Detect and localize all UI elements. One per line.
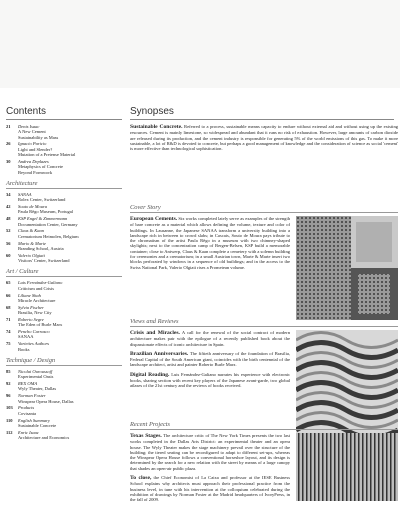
toc-title: Visitors' Center, Switzerland bbox=[18, 258, 70, 264]
toc-author: Andrea Deplazes bbox=[18, 158, 49, 164]
toc-entry[interactable] bbox=[6, 393, 122, 404]
toc-entry[interactable] bbox=[6, 141, 122, 157]
synopsis-intro bbox=[130, 124, 398, 151]
toc-page-number: 56 bbox=[6, 240, 11, 246]
toc-author: Claus & Kaan bbox=[18, 228, 45, 234]
toc-entry[interactable] bbox=[6, 341, 122, 352]
synopsis-section-title: Views and Reviews bbox=[130, 318, 398, 327]
toc-section-title: Architecture bbox=[6, 180, 122, 189]
toc-entry[interactable] bbox=[6, 204, 122, 215]
toc-title: Sustainable Concrete bbox=[18, 422, 57, 428]
synopsis-section-title: Recent Projects bbox=[130, 421, 398, 430]
contents-section-technique-design bbox=[6, 357, 122, 441]
synopsis-text: The fiftieth anniversary of the foundation of Brasilia, Federal Capital of the South American giant, coincides with the birth centennial of the landscape architect, artist and painter Roberto Burle Marx. bbox=[130, 350, 290, 368]
toc-author: Pencho Carrasco bbox=[18, 329, 50, 335]
synopsis-text: The architecture critic of The New York Times presents the two last works completed in the Dallas Arts District: an experimental theater and an opera house. The Wyly Theater makes the stage machinery prevail over the structure of the building; the tiered seating can be reconfigured to adapt to different set-ups, whereas the Winspear Opera House follows a conventional horseshoe layout, and its design is determined by the search for a new relation with the street by means of a large canopy that shades an open-air public plaza. bbox=[130, 433, 290, 471]
toc-page-number: 26 bbox=[6, 141, 11, 147]
toc-title: Light and Slender? Mutation of a Pretense Material bbox=[18, 146, 76, 158]
synopsis-text: the Chief Economist of La Caixa and professor at the IESE Business School explains why architects must approach their professional practice from the business level, in tune with his intervention at the colloquium celebrated during the exhibition of drawings by Norman Foster at the Madrid headquarters of IvoryPress, in the fall of 2009. bbox=[130, 475, 290, 503]
synopsis-lead: Digital Reading. bbox=[130, 371, 170, 378]
top-blank-band bbox=[0, 0, 400, 88]
toc-page-number: 21 bbox=[6, 124, 11, 129]
toc-title: Rolex Center, Switzerland bbox=[18, 197, 66, 203]
contents-section-architecture bbox=[6, 180, 122, 264]
synopsis-text: A call for the renewal of the social contract of modern architecture makes pair with the epilogue of a recently published book about the dispassionate effects of iconic architecture in Spain. bbox=[130, 330, 290, 347]
synopsis-paragraph bbox=[130, 475, 290, 502]
toc-section-title: Art / Culture bbox=[6, 268, 122, 277]
toc-author: Ignacio Paricio bbox=[18, 141, 47, 147]
synopsis-lead: Texas Stages. bbox=[130, 433, 162, 439]
toc-title: Crematorium Heimolen, Belgium bbox=[18, 233, 79, 239]
toc-author: Norman Foster bbox=[18, 393, 46, 399]
toc-title: Wyly Theater, Dallas bbox=[18, 386, 57, 392]
toc-page-number: 48 bbox=[6, 216, 11, 222]
synopsis-paragraph bbox=[130, 124, 398, 151]
toc-page-number: 96 bbox=[6, 393, 11, 399]
toc-entry[interactable] bbox=[6, 418, 122, 429]
toc-entry[interactable] bbox=[6, 124, 122, 140]
contents-rule bbox=[6, 119, 122, 120]
toc-title: Architecture and Economics bbox=[18, 435, 70, 441]
toc-page-number: 66 bbox=[6, 292, 11, 298]
synopsis-lead: European Cements. bbox=[130, 216, 178, 222]
synopsis-paragraph bbox=[130, 330, 290, 347]
synopses-heading: Synopses bbox=[130, 106, 174, 117]
toc-title: Winspear Opera House, Dallas bbox=[18, 398, 74, 404]
toc-author: Mario & Marie bbox=[18, 240, 46, 246]
synopsis-text: Luis Fernández-Galiano narrates his experience with electronic books, sharing section with recent key players of the Japanese avant-garde, two global atlases of the 21st century and the reviews of books received. bbox=[130, 371, 291, 389]
toc-entry[interactable] bbox=[6, 293, 122, 304]
toc-page-number: 60 bbox=[6, 252, 11, 258]
toc-author: Products bbox=[18, 405, 35, 411]
synopsis-lead: Sustainable Concrete. bbox=[130, 124, 183, 130]
toc-author: Souto de Moura bbox=[18, 204, 47, 210]
recent-projects-photo bbox=[296, 433, 398, 501]
toc-entry[interactable] bbox=[6, 329, 122, 340]
synopsis-paragraph bbox=[130, 372, 290, 389]
toc-page-number: 110 bbox=[6, 417, 13, 423]
toc-page-number: 30 bbox=[6, 158, 11, 164]
toc-entry[interactable] bbox=[6, 405, 122, 416]
toc-entry[interactable] bbox=[6, 369, 122, 380]
toc-title: Metaphysics of Concrete Beyond Formwork bbox=[18, 164, 63, 175]
contents-section-art-culture bbox=[6, 268, 122, 352]
synopsis-recent-projects bbox=[130, 421, 398, 507]
synopsis-paragraph bbox=[130, 351, 290, 368]
toc-entry[interactable] bbox=[6, 280, 122, 291]
toc-author: Líliane Shah bbox=[18, 292, 41, 298]
toc-title: Covisanta bbox=[18, 410, 36, 416]
toc-entry[interactable] bbox=[6, 216, 122, 227]
toc-page-number: 68 bbox=[6, 304, 11, 310]
synopsis-views-reviews bbox=[130, 318, 398, 434]
contents-list bbox=[6, 124, 122, 442]
toc-section-title: Technique / Design bbox=[6, 357, 122, 366]
toc-page-number: 34 bbox=[6, 191, 11, 197]
toc-entry[interactable] bbox=[6, 228, 122, 239]
toc-entry[interactable] bbox=[6, 253, 122, 264]
toc-page-number: 42 bbox=[6, 204, 11, 210]
contents-heading: Contents bbox=[6, 106, 47, 117]
synopsis-lead: To close, bbox=[130, 475, 152, 482]
synopsis-lead: Brazilian Anniversaries. bbox=[130, 350, 189, 357]
synopsis-paragraph bbox=[130, 433, 290, 471]
toc-title: Miracle Architecture bbox=[18, 297, 56, 303]
toc-title: Books bbox=[18, 346, 30, 352]
toc-page-number: 52 bbox=[6, 228, 11, 234]
toc-author: Denis Isaac bbox=[18, 124, 40, 129]
toc-entry[interactable] bbox=[6, 305, 122, 316]
toc-page-number: 75 bbox=[6, 341, 11, 347]
toc-author: Enric Isaac bbox=[18, 429, 39, 435]
toc-author: Nicolai Ouroussoff bbox=[18, 368, 53, 374]
toc-author: Varieties Authors bbox=[18, 341, 50, 347]
views-reviews-photo bbox=[296, 330, 398, 434]
toc-author: REX OMA bbox=[18, 381, 38, 387]
toc-page-number: 71 bbox=[6, 316, 11, 322]
toc-author: Valerio Olgiati bbox=[18, 252, 45, 258]
synopsis-lead: Crisis and Miracles. bbox=[130, 330, 180, 336]
toc-title: Branding School, Austria bbox=[18, 245, 64, 251]
toc-page-number: 92 bbox=[6, 381, 11, 387]
cover-story-photo bbox=[296, 216, 398, 320]
synopsis-section-title: Cover Story bbox=[130, 204, 398, 213]
toc-page-number: 85 bbox=[6, 368, 11, 374]
contents-section-intro bbox=[6, 124, 122, 175]
toc-entry[interactable] bbox=[6, 317, 122, 328]
toc-page-number: 74 bbox=[6, 329, 11, 335]
synopsis-paragraph bbox=[130, 216, 290, 320]
toc-author: KSP Engel & Zimmermann bbox=[18, 216, 68, 222]
toc-title: Experimental Oasis bbox=[18, 374, 54, 380]
synopsis-text: Six works completed lately serve as examples of the strength of bare concrete as a material which allows defining the volume, texture and color of buildings. In Lausanne, the Japanese SANAA transform a university building into a landscape rich in between to crowd slabs; in Cascais, Souto de Moura pays tribute to the chromatism of the artist Paula Rêgo in a museum with two chimney-shaped skylights; next to the concentration camp of Bergen-Belsen, KSP build a memorable container; close to Antwerp, Claus & Kaan complete a cemetery with a solemn building for ceremonies and a crematorium; in a small Austrian town, Marte & Marte insert two blocks perforated by windows in a sequence of old buildings; and in the access to the Swiss National Park, Valerio Olgiati rises a Prometean volume. bbox=[130, 216, 290, 270]
toc-title: Documentation Center, Germany bbox=[18, 221, 78, 227]
toc-title: A New Cement Sustainability as Mass bbox=[18, 129, 59, 140]
synopses-rule bbox=[130, 119, 394, 120]
toc-entry[interactable] bbox=[6, 241, 122, 252]
synopsis-text: Referred to a process, sustainable means capacity to endure without external aid and without using up the existing resources. Cement is mainly limestone, so widespread and abundant that it runs no risk of exhaustion. However, large amounts of carbon dioxide are released during its production, and the cement industry is responsible for generating 5% of the world emissions of this gas. To make it more sustainable, a lot of R&D is devoted to concrete, but perhaps a good management of knowledge and the consideration of science as social 'cement' is more effective than technological sophistication. bbox=[130, 124, 398, 152]
toc-page-number: 112 bbox=[6, 429, 13, 435]
toc-author: SANAA bbox=[18, 191, 32, 197]
toc-title: Brasilia, New City bbox=[18, 310, 52, 316]
toc-title: Criticism and Crisis bbox=[18, 285, 54, 291]
toc-author: Luis Fernández-Galiano bbox=[18, 280, 63, 286]
toc-author: English Summary bbox=[18, 417, 50, 423]
toc-entry[interactable] bbox=[6, 159, 122, 175]
toc-author: Roberto Segre bbox=[18, 316, 44, 322]
toc-title: Paula Rêgo Museum, Portugal bbox=[18, 209, 73, 215]
toc-entry[interactable] bbox=[6, 430, 122, 441]
toc-page-number: 103 bbox=[6, 405, 13, 411]
toc-title: The Eden of Burle Marx bbox=[18, 322, 63, 328]
toc-page-number: 65 bbox=[6, 280, 11, 286]
toc-title: SANAA bbox=[18, 334, 34, 340]
toc-entry[interactable] bbox=[6, 192, 122, 203]
synopsis-cover-story bbox=[130, 204, 398, 320]
toc-author: Sylvia Fischer bbox=[18, 304, 44, 310]
toc-entry[interactable] bbox=[6, 381, 122, 392]
